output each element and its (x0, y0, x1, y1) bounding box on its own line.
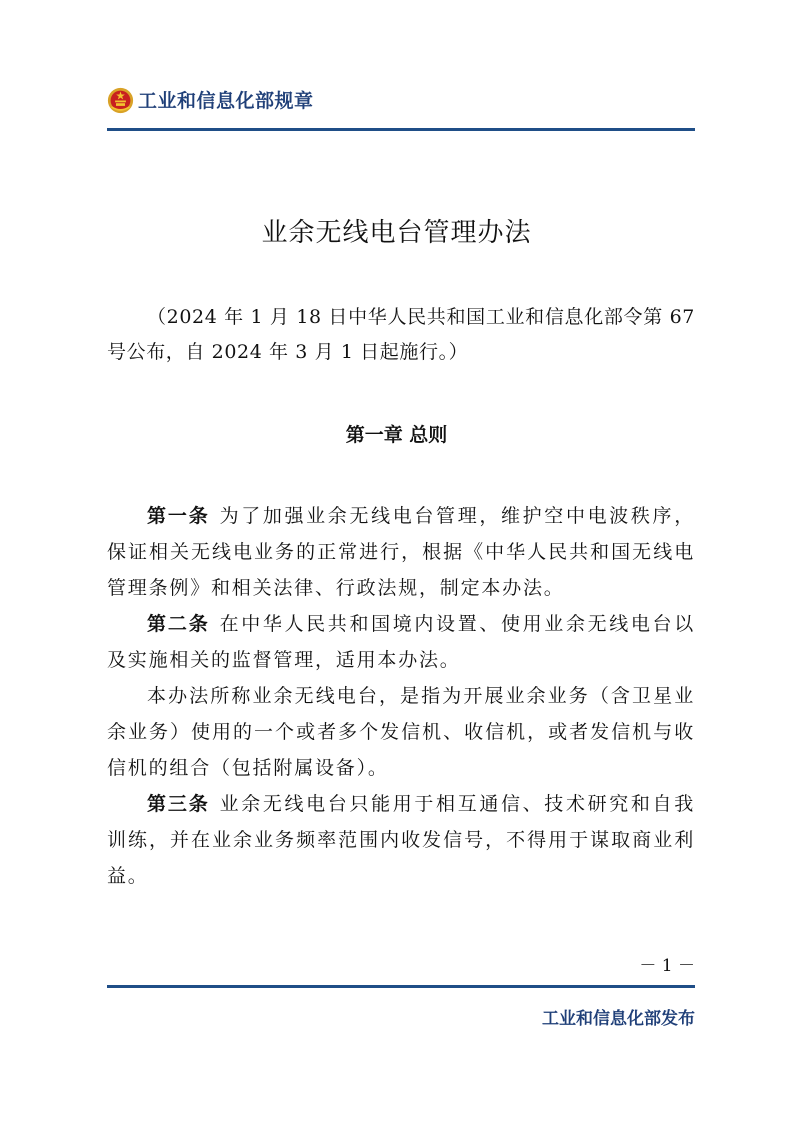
article-2-paragraph (107, 606, 695, 678)
promulgation-note: （2024 年 1 月 18 日中华人民共和国工业和信息化部令第 67 号公布，自 2024 年 3 月 1 日起施行。） (107, 306, 695, 363)
footer-divider (107, 985, 695, 988)
article-text: 在中华人民共和国境内设置、使用业余无线电台以及实施相关的监督管理，适用本办法。 (107, 613, 695, 671)
definition-paragraph (107, 678, 695, 786)
header-title: 工业和信息化部规章 (138, 90, 314, 112)
article-number: 第三条 (147, 793, 210, 815)
article-text: 本办法所称业余无线电台，是指为开展业余业务（含卫星业余业务）使用的一个或者多个发信机、收信机，或者发信机与收信机的组合（包括附属设备）。 (107, 685, 695, 779)
chapter-heading: 第一章 总则 (345, 424, 448, 446)
article-text: 业余无线电台只能用于相互通信、技术研究和自我训练，并在业余业务频率范围内收发信号，不得用于谋取商业利益。 (107, 793, 695, 887)
national-emblem-icon (107, 87, 134, 114)
article-number: 第一条 (147, 505, 210, 527)
document-title: 业余无线电台管理办法 (261, 218, 532, 248)
document-body (107, 498, 695, 894)
page-number: － 1 － (639, 956, 695, 976)
article-3-paragraph (107, 786, 695, 894)
footer-publisher: 工业和信息化部发布 (542, 1009, 695, 1029)
article-1-paragraph (107, 498, 695, 606)
page-header (107, 86, 695, 122)
article-number: 第二条 (147, 613, 210, 635)
header-divider (107, 128, 695, 131)
article-text: 为了加强业余无线电台管理，维护空中电波秩序，保证相关无线电业务的正常进行，根据《中华人民共和国无线电管理条例》和相关法律、行政法规，制定本办法。 (107, 505, 695, 599)
